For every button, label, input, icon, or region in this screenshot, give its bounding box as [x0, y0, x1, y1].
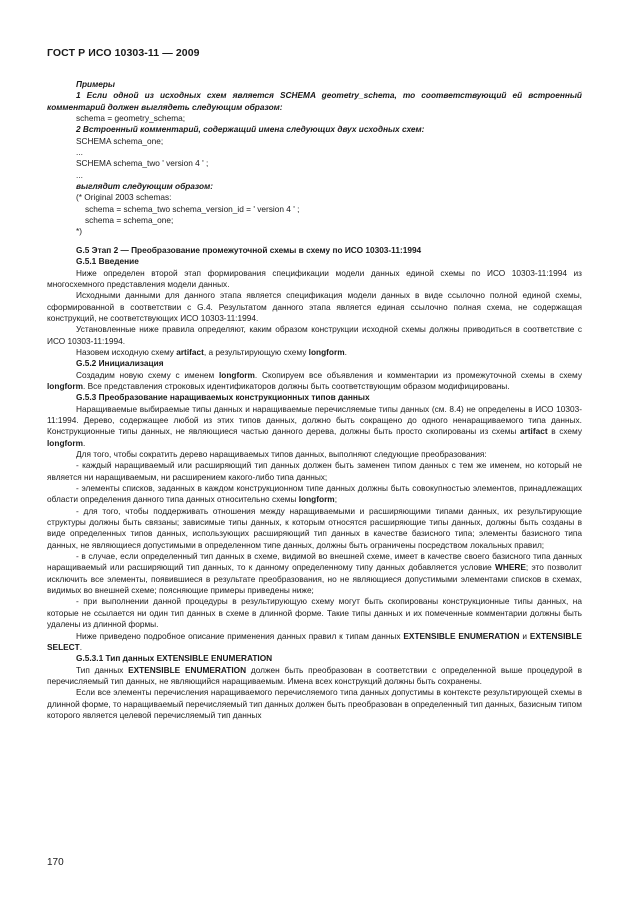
term-artifact: artifact	[519, 426, 548, 437]
document-body	[47, 79, 582, 721]
section-g5-3-title: G.5.3 Преобразование наращиваемых конструкционных типов данных	[76, 392, 370, 403]
ellipsis: ...	[76, 169, 83, 180]
term-longform: longform	[308, 346, 345, 357]
example-2-code-line: SCHEMA schema_two ' version 4 ' ;	[76, 158, 209, 169]
list-item: - для того, чтобы поддерживать отношения между наращиваемыми и расширяющими типами данных, их результирующие структуры должны быть связаны; зависимые типы данных, к которым относятся расширяющие типы данных, должны быть созданы в виде определенных типов данных, использующих расширяющий тип данных в качестве базисного типа; элементы базисного типа данных, не являющиеся допустимыми в определенном типе данных, должны быть ограничены посредством локальных правил;	[47, 505, 582, 550]
paragraph: Ниже определен второй этап формирования спецификации модели данных единой схемы по ИСО 10303-11:1994 из многосхемного представления модели данных.	[47, 267, 582, 289]
paragraph: Наращиваемые выбираемые типы данных и наращиваемые перечисляемые типы данных (см. 8.4) не определены в ИСО 10303-11:1994. Дерево, содержащее любой из этих типов данных, должно быть сокращено до одного ненаращиваемого типа данных. Конструкционные типы данных, не являющиеся частью данного дерева, должны быть просто скопированы из схемы artifact в схему longform.	[47, 403, 582, 448]
section-g5-2-title: G.5.2 Инициализация	[76, 358, 164, 369]
section-g5-3-1-title: G.5.3.1 Тип данных EXTENSIBLE ENUMERATION	[76, 653, 273, 664]
example-2-result-label: выглядит следующим образом:	[76, 181, 213, 192]
keyword-where: WHERE	[495, 562, 526, 573]
example-2-code-line: SCHEMA schema_one;	[76, 135, 164, 146]
paragraph: Исходными данными для данного этапа является спецификация модели данных в виде ссылочно полной единой схемы, сформированной в соответствии с G.4. Результатом данного этапа является единая ссылочно полная схема, не содержащая конструкций, не соответствующих ИСО 10303-11:1994.	[47, 290, 582, 323]
paragraph: Если все элементы перечисления наращиваемого перечисляемого типа данных допустимы в контексте результирующей схемы в длинной форме, то наращиваемый перечисляемый тип данных должен быть преобразован в определенный тип данных, базисным типом которого является целевой перечисляемый тип данных	[47, 687, 582, 720]
page-number: 170	[47, 857, 64, 868]
term-artifact: artifact	[176, 346, 204, 357]
ellipsis: ...	[76, 147, 83, 158]
paragraph: Назовем исходную схему artifact, а результирующую схему longform.	[76, 346, 347, 357]
list-item: - каждый наращиваемый или расширяющий тип данных должен быть заменен типом данных с тем же именем, но который не является ни наращиваемым, ни расширением какого-либо типа данных;	[47, 460, 582, 482]
list-item: - при выполнении данной процедуры в результирующую схему могут быть скопированы конструкционные типы данных, на которые не ссылается ни один тип данных в схеме в длинной форме. Такие типы данных и их помеченные комментарии должны быть удалены из длинной формы.	[47, 596, 582, 630]
example-2-code-line: *)	[76, 226, 82, 237]
keyword-extensible-select: EXTENSIBLE SELECT	[47, 630, 582, 652]
paragraph: Для того, чтобы сократить дерево наращиваемых типов данных, выполняют следующие преобразования:	[76, 449, 487, 459]
list-item: - элементы списков, заданных в каждом конструкционном типе данных должны быть совокупностью элементов, принадлежащих области определения данного типа данных относительно схемы longform;	[47, 483, 582, 505]
example-2-code-line: schema = schema_one;	[85, 215, 174, 226]
term-longform: longform	[47, 437, 83, 448]
section-g5-1-title: G.5.1 Введение	[76, 256, 139, 267]
paragraph: Тип данных EXTENSIBLE ENUMERATION должен быть преобразован в соответствии с определенной выше процедурой в перечисляемый тип данных, не являющийся наращиваемым. Имена всех конструкций должны быть сохранены.	[47, 664, 582, 686]
page-header-standard-id: ГОСТ Р ИСО 10303-11 — 2009	[47, 47, 200, 59]
example-2-code-line: (* Original 2003 schemas:	[76, 192, 172, 203]
section-g5-title: G.5 Этап 2 — Преобразование промежуточной схемы в схему по ИСО 10303-11:1994	[76, 244, 422, 255]
term-longform: longform	[298, 494, 335, 505]
paragraph: Создадим новую схему с именем longform. Скопируем все объявления и комментарии из промежуточной схемы в схему longform. Все представления строковых идентификаторов должны быть соответствующим образом модифицированы.	[47, 369, 582, 391]
term-longform: longform	[218, 369, 255, 380]
examples-heading: Примеры	[76, 79, 116, 89]
keyword-extensible-enumeration: EXTENSIBLE ENUMERATION	[128, 664, 247, 675]
list-item: - в случае, если определенный тип данных в схеме, видимой во внешней схеме, имеет в качестве своего базисного типа данных наращиваемый или расширяющий тип данных, то к данному определенному типу данных добавляется условие WHERE; это позволит исключить все элементы, появившиеся в результате преобразования, но не являющиеся допустимыми элементами списков в схемах, видимых во внешней схеме; поясняющие примеры приведены ниже;	[47, 551, 582, 596]
paragraph: Ниже приведено подробное описание применения данных правил к типам данных EXTENSIBLE ENUMERATION и EXTENSIBLE SELECT.	[47, 630, 582, 652]
example-2-code-line: schema = schema_two schema_version_id = ' version 4 ' ;	[85, 203, 300, 214]
example-1-code: schema = geometry_schema;	[76, 113, 186, 124]
term-longform: longform	[47, 380, 83, 391]
keyword-extensible-enumeration: EXTENSIBLE ENUMERATION	[403, 630, 520, 641]
example-1-text: 1 Если одной из исходных схем является SCHEMA geometry_schema, то соответствующий ей встроенный комментарий должен выглядеть следующим образом:	[47, 90, 582, 112]
example-2-text: 2 Встроенный комментарий, содержащий имена следующих двух исходных схем:	[76, 124, 425, 135]
paragraph: Установленные ниже правила определяют, каким образом конструкции исходной схемы должны приводиться в соответствие с ИСО 10303-11:1994.	[47, 324, 582, 346]
